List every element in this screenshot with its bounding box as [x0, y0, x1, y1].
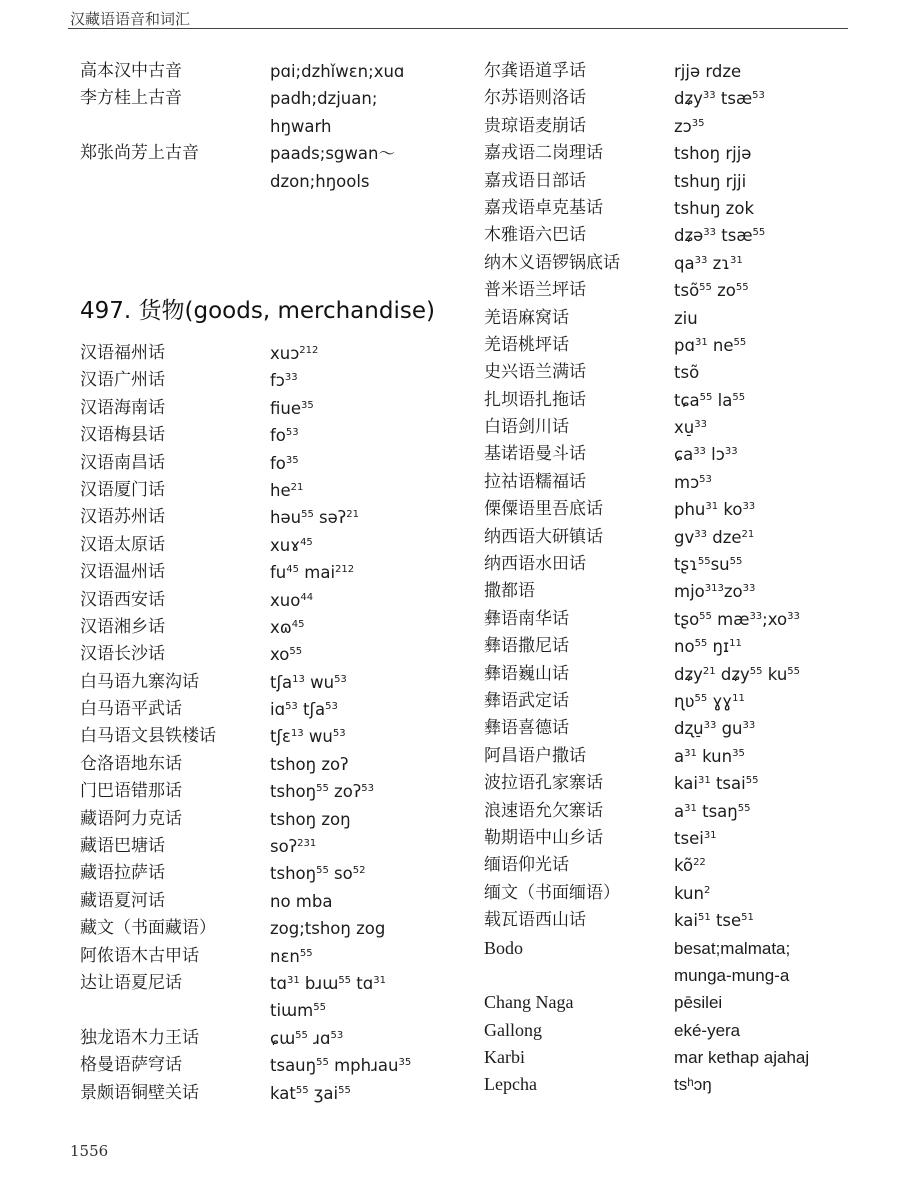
language-name: 白语剑川话	[484, 417, 569, 438]
word-form: tsauŋ$^{55}$ mphɹau$^{35}$	[270, 1056, 412, 1076]
entry-row	[80, 140, 404, 167]
language-name: Gallong	[484, 1019, 542, 1040]
entry-row	[80, 587, 411, 614]
entry-row	[80, 888, 411, 915]
language-name: 汉语西安话	[80, 589, 165, 610]
entry-row	[484, 469, 809, 496]
entry-row	[484, 222, 809, 249]
entry-row	[484, 58, 809, 85]
language-name: 高本汉中古音	[80, 61, 182, 81]
entry-row	[80, 1080, 411, 1107]
word-form: $xo^{55}$	[270, 645, 303, 665]
word-form: tɕa$^{55}$ $la^{55}$	[674, 390, 746, 410]
language-name: 汉语苏州话	[80, 507, 165, 528]
word-form: $no^{55}$ ŋɪ$^{11}$	[674, 637, 742, 657]
language-name	[80, 168, 270, 195]
language-name: 郑张尚芳上古音	[80, 143, 199, 164]
entry-row	[484, 688, 809, 715]
entry-row	[80, 806, 411, 833]
language-name: 拉祜语糯福话	[484, 471, 586, 492]
word-form: munga-mung-a	[674, 965, 790, 985]
entry-row	[484, 743, 809, 770]
entry-row	[484, 250, 809, 277]
word-form: $a^{31}$ kun$^{35}$	[674, 746, 745, 766]
word-form: hŋwarh	[270, 116, 332, 136]
running-header: 汉藏语语音和词汇	[70, 10, 191, 28]
word-form: pɑ$^{31}$ $ne^{55}$	[674, 335, 747, 355]
entry-row	[80, 477, 411, 504]
word-form: $qa^{33}$ zɿ$^{31}$	[674, 253, 743, 273]
entry-row	[80, 860, 411, 887]
language-name: Karbi	[484, 1047, 525, 1068]
page-number: 1556	[70, 1142, 109, 1160]
word-form: tshoŋ rjjə	[674, 144, 752, 164]
left-entries-column	[80, 340, 411, 1107]
entry-row	[80, 422, 411, 449]
word-form: dʑy$^{33}$ tsæ$^{53}$	[674, 89, 765, 109]
language-name: 彝语武定话	[484, 690, 569, 711]
language-name: 嘉戎语二岗理话	[484, 143, 603, 164]
language-name: 藏语拉萨话	[80, 863, 165, 884]
language-name: 汉语温州话	[80, 562, 165, 583]
word-form: $kõ^{22}$	[674, 856, 706, 876]
word-form: ɕa$^{33}$ lɔ$^{33}$	[674, 445, 738, 465]
entry-row	[484, 578, 809, 605]
entry-row	[80, 614, 411, 641]
language-name: 波拉语孔家寨话	[484, 773, 603, 794]
word-form: ɳʋ$^{55}$ ɣɣ$^{11}$	[674, 691, 745, 711]
language-name: 藏语巴塘话	[80, 836, 165, 857]
entry-row	[80, 113, 404, 140]
language-name: 藏文（书面藏语）	[80, 918, 216, 939]
word-form: padh;dzjuan;	[270, 89, 378, 109]
entry-row	[484, 715, 809, 742]
entry-row	[484, 140, 809, 167]
entry-row	[484, 661, 809, 688]
word-form: ɕɯ$^{55}$ ɹɑ$^{53}$	[270, 1028, 344, 1048]
entry-row	[484, 852, 809, 879]
language-name: 藏语阿力克话	[80, 808, 182, 829]
word-form: tsõ$^{55}$ $zo^{55}$	[674, 281, 749, 301]
word-form: kai$^{51}$ tse$^{51}$	[674, 911, 754, 931]
word-form: $a^{31}$ tsaŋ$^{55}$	[674, 801, 751, 821]
entry-row	[484, 989, 809, 1016]
entry-row	[484, 606, 809, 633]
entry-row	[80, 450, 411, 477]
word-form: tsei$^{31}$	[674, 828, 717, 848]
entry-row	[484, 414, 809, 441]
language-name: 景颇语铜壁关话	[80, 1082, 199, 1103]
word-form: eké-yera	[674, 1020, 741, 1040]
word-form: zog;tshoŋ zog	[270, 919, 386, 939]
language-name: 白马语九寨沟话	[80, 671, 199, 692]
word-form: tʃa$^{13}$ $wu^{53}$	[270, 672, 347, 692]
language-name: 李方桂上古音	[80, 88, 182, 109]
word-form: tshoŋ zoŋ	[270, 809, 351, 829]
entry-row	[80, 340, 411, 367]
language-name: 羌语桃坪话	[484, 334, 569, 355]
word-form: ziu	[674, 308, 698, 328]
entry-row	[484, 524, 809, 551]
language-name: 阿昌语户撒话	[484, 745, 586, 766]
language-name: Chang Naga	[484, 992, 574, 1013]
language-name: 嘉戎语卓克基话	[484, 197, 603, 218]
section-title: 497. 货物(goods, merchandise)	[80, 298, 435, 324]
language-name: 基诺语曼斗话	[484, 444, 586, 465]
language-name: 史兴语兰满话	[484, 362, 586, 383]
entry-row	[80, 751, 411, 778]
word-form: tsʰɔŋ	[674, 1075, 712, 1095]
entry-row	[80, 641, 411, 668]
entry-row	[484, 551, 809, 578]
language-name: 缅文（书面缅语）	[484, 882, 620, 903]
entry-row	[484, 1044, 809, 1071]
entry-row	[80, 669, 411, 696]
language-name: 汉语厦门话	[80, 479, 165, 500]
language-name: 汉语太原话	[80, 534, 165, 555]
entry-row	[80, 367, 411, 394]
word-form: fɔ$^{33}$	[270, 371, 298, 391]
language-name: 仓洛语地东话	[80, 753, 182, 774]
entry-row	[484, 305, 809, 332]
language-name: 汉语广州话	[80, 370, 165, 391]
word-form: fiue$^{35}$	[270, 398, 314, 418]
language-name: 藏语夏河话	[80, 890, 165, 911]
entry-row	[484, 825, 809, 852]
entry-row	[80, 504, 411, 531]
entry-row	[484, 85, 809, 112]
word-form: $tʂɿ^{55}su^{55}$	[674, 555, 743, 575]
entry-row	[80, 778, 411, 805]
word-form: xɷ$^{45}$	[270, 617, 305, 637]
language-name: 独龙语木力王话	[80, 1027, 199, 1048]
word-form: $he^{21}$	[270, 480, 304, 500]
word-form: dʑy$^{21}$ dʑy$^{55}$ $ku^{55}$	[674, 664, 801, 684]
word-form: xuo$^{44}$	[270, 590, 314, 610]
word-form: $mjo^{313}zo^{33}$	[674, 582, 756, 602]
word-form: kat$^{55}$ ʒai$^{55}$	[270, 1083, 351, 1103]
language-name: 阿侬语木古甲话	[80, 945, 199, 966]
language-name: 达让语夏尼话	[80, 972, 182, 993]
word-form: tshuŋ zok	[674, 198, 754, 218]
word-form: pēsilei	[674, 993, 723, 1013]
language-name: 纳木义语锣锅底话	[484, 252, 620, 273]
word-form: nɛn$^{55}$	[270, 946, 313, 966]
language-name: 贵琼语麦崩话	[484, 115, 586, 136]
entry-row	[80, 943, 411, 970]
language-name: 木雅语六巴话	[484, 225, 586, 246]
entry-row	[80, 1025, 411, 1052]
word-form: dʑə$^{33}$ tsæ$^{55}$	[674, 226, 766, 246]
language-name: 纳西语水田话	[484, 554, 586, 575]
language-name: 彝语巍山话	[484, 663, 569, 684]
word-form: mɔ$^{53}$	[674, 472, 712, 492]
entry-row	[484, 113, 809, 140]
language-name: 勒期语中山乡话	[484, 827, 603, 848]
entry-row	[484, 907, 809, 934]
language-name: 载瓦语西山话	[484, 910, 586, 931]
word-form: phu$^{31}$ $ko^{33}$	[674, 500, 756, 520]
word-form: $gv^{33}$ dze$^{21}$	[674, 527, 755, 547]
word-form: tʃɛ$^{13}$ $wu^{53}$	[270, 727, 346, 747]
word-form: zɔ$^{35}$	[674, 116, 705, 136]
entry-row	[484, 962, 809, 989]
word-form: həu$^{55}$ səʔ$^{21}$	[270, 508, 359, 528]
word-form: tshoŋ$^{55}$ zoʔ$^{53}$	[270, 782, 374, 802]
entry-row	[484, 770, 809, 797]
word-form: dʐu̠$^{33}$ $gu^{33}$	[674, 719, 756, 739]
entry-row	[484, 332, 809, 359]
language-name: 汉语梅县话	[80, 425, 165, 446]
language-name: 门巴语错那话	[80, 781, 182, 802]
word-form: tsõ	[674, 363, 700, 383]
entry-row	[484, 168, 809, 195]
language-name: 白马语文县铁楼话	[80, 726, 216, 747]
entry-row	[484, 798, 809, 825]
language-name: 汉语海南话	[80, 397, 165, 418]
word-form: $fo^{53}$	[270, 426, 299, 446]
entry-row	[80, 1052, 411, 1079]
word-form: $fu^{45}$ mai$^{212}$	[270, 563, 355, 583]
language-name: Bodo	[484, 937, 524, 958]
language-name: 格曼语萨穹话	[80, 1055, 182, 1076]
entry-row	[80, 532, 411, 559]
entry-row	[484, 277, 809, 304]
word-form: besat;malmata;	[674, 938, 791, 958]
entry-row	[80, 559, 411, 586]
header-rule	[68, 28, 848, 29]
entry-row	[80, 997, 411, 1024]
right-entries-column	[484, 58, 809, 1099]
entry-row	[80, 58, 404, 85]
entry-row	[80, 395, 411, 422]
language-name: 嘉戎语日部话	[484, 170, 586, 191]
entry-row	[484, 195, 809, 222]
entry-row	[80, 723, 411, 750]
entry-row	[484, 1071, 809, 1098]
word-form: tshoŋ zoʔ	[270, 754, 349, 774]
word-form: tshuŋ rjji	[674, 171, 747, 191]
word-form: pɑi;dzhǐwɛn;xuɑ	[270, 62, 405, 81]
language-name: 尔苏语则洛话	[484, 88, 586, 109]
language-name	[484, 962, 674, 989]
language-name: 撒都语	[484, 581, 535, 602]
language-name: 缅语仰光话	[484, 855, 569, 876]
word-form: xu̠$^{33}$	[674, 418, 707, 438]
entry-row	[484, 496, 809, 523]
language-name: 彝语撒尼话	[484, 636, 569, 657]
language-name: 汉语福州话	[80, 343, 165, 363]
word-form: $fo^{35}$	[270, 453, 299, 473]
entry-row	[80, 970, 411, 997]
entry-row	[80, 85, 404, 112]
language-name: 普米语兰坪话	[484, 280, 586, 301]
word-form: dzon;hŋools	[270, 171, 370, 191]
word-form: kai$^{31}$ tsai$^{55}$	[674, 774, 759, 794]
entry-row	[484, 935, 809, 962]
entry-row	[484, 1017, 809, 1044]
language-name	[80, 997, 270, 1024]
entry-row	[80, 915, 411, 942]
language-name: 彝语喜德话	[484, 718, 569, 739]
entry-row	[80, 833, 411, 860]
entry-row	[484, 633, 809, 660]
word-form: paads;sgwan～	[270, 144, 395, 164]
entry-row	[484, 880, 809, 907]
language-name: 扎坝语扎拖话	[484, 389, 586, 410]
word-form: rjjə rdze	[674, 62, 742, 81]
entry-row	[484, 359, 809, 386]
word-form: iɑ$^{53}$ tʃa$^{53}$	[270, 700, 338, 720]
language-name	[80, 113, 270, 140]
word-form: mar kethap ajahaj	[674, 1048, 810, 1068]
entry-row	[484, 387, 809, 414]
word-form: soʔ$^{231}$	[270, 837, 317, 857]
language-name: 尔龚语道孚话	[484, 61, 586, 81]
entry-row	[80, 168, 404, 195]
language-name: 羌语麻窝话	[484, 307, 569, 328]
word-form: no mba	[270, 891, 333, 911]
word-form: xuɤ$^{45}$	[270, 535, 313, 555]
word-form: xuɔ$^{212}$	[270, 344, 319, 363]
language-name: 傈僳语里吾底话	[484, 499, 603, 520]
language-name: 浪速语允欠寨话	[484, 800, 603, 821]
language-name: 汉语南昌话	[80, 452, 165, 473]
language-name: 汉语长沙话	[80, 644, 165, 665]
entry-row	[484, 441, 809, 468]
language-name: 汉语湘乡话	[80, 616, 165, 637]
word-form: tʂo$^{55}$ $mæ^{33};xo^{33}$	[674, 609, 800, 629]
word-form: tshoŋ$^{55}$ $so^{52}$	[270, 864, 366, 884]
language-name: 白马语平武话	[80, 699, 182, 720]
word-form: tiɯm$^{55}$	[270, 1001, 326, 1021]
language-name: 纳西语大研镇话	[484, 526, 603, 547]
left-top-column	[80, 58, 404, 195]
word-form: kun$^2$	[674, 883, 711, 903]
language-name: Lepcha	[484, 1074, 537, 1095]
word-form: tɑ$^{31}$ bɹɯ$^{55}$ tɑ$^{31}$	[270, 973, 386, 993]
language-name: 彝语南华话	[484, 608, 569, 629]
entry-row	[80, 696, 411, 723]
